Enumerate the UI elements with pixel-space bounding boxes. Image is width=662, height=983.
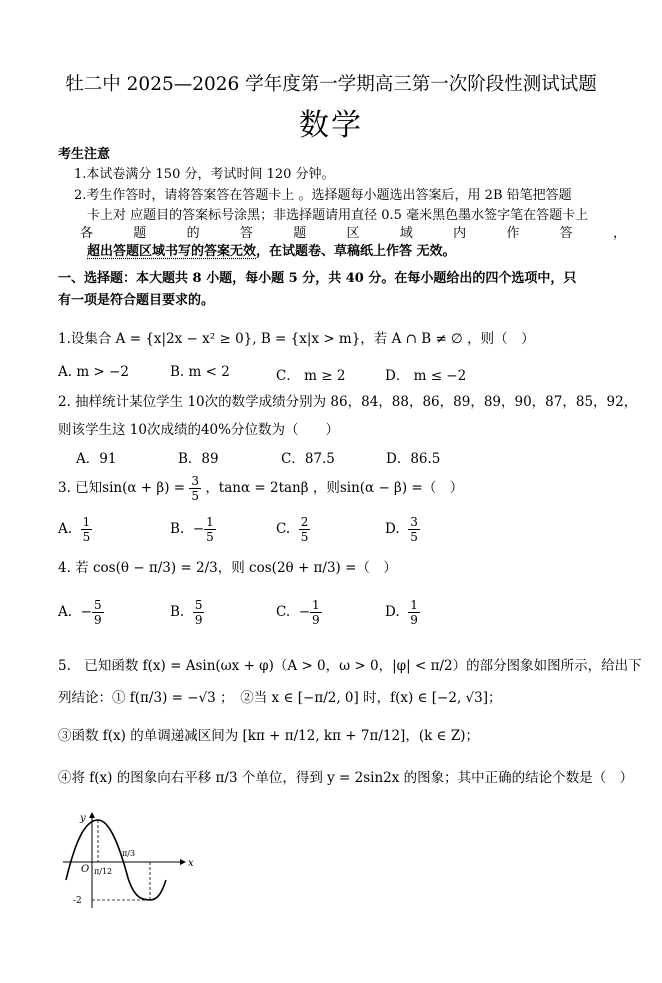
x-axis-arrow-icon bbox=[180, 859, 186, 865]
spread-char: 各 bbox=[80, 226, 94, 241]
denominator: 9 bbox=[410, 613, 418, 627]
question-3-stem bbox=[58, 474, 463, 503]
option-sign: − bbox=[80, 604, 92, 620]
question-2-line-2: 则该学生这 10次成绩的40%分位数为（ ） bbox=[58, 422, 339, 438]
numerator: 5 bbox=[194, 598, 203, 612]
spread-char: 作 bbox=[506, 226, 520, 241]
sine-graph-figure bbox=[58, 808, 198, 913]
tick-label-pi-3: π/3 bbox=[122, 849, 136, 858]
question-4-option-c bbox=[276, 598, 322, 627]
spread-char: 答 bbox=[559, 226, 573, 241]
fraction bbox=[408, 598, 420, 627]
question-2-option-b: B．89 bbox=[178, 451, 219, 467]
question-1-option-c: C． m ≥ 2 bbox=[276, 368, 346, 384]
spread-char: 题 bbox=[133, 226, 147, 241]
option-label: D. bbox=[385, 521, 400, 537]
option-sign: − bbox=[192, 521, 205, 537]
origin-label: O bbox=[81, 864, 90, 875]
fraction bbox=[189, 474, 201, 503]
fraction bbox=[193, 598, 205, 627]
notice-item-2-line-3 bbox=[80, 225, 626, 243]
section-1-instructions-line-2: 有一项是符合题目要求的。 bbox=[58, 293, 215, 308]
question-5-line-4: ④将 f(x) 的图象向右平移 π/3 个单位，得到 y = 2sin2x 的图象；其中正确的结论个数是（ ） bbox=[58, 770, 634, 786]
fraction bbox=[81, 515, 93, 544]
option-label: D. bbox=[385, 604, 400, 620]
question-3-stem-part-b: ，tanα = 2tanβ ，则sin(α − β) =（ ） bbox=[205, 480, 464, 496]
numerator: 1 bbox=[410, 598, 418, 612]
spread-char: 域 bbox=[399, 226, 413, 241]
question-3-option-d bbox=[385, 515, 420, 544]
question-1-option-b: B. m < 2 bbox=[170, 364, 230, 380]
spread-char: 内 bbox=[453, 226, 467, 241]
spread-char: 题 bbox=[293, 226, 307, 241]
numerator: 1 bbox=[82, 515, 91, 529]
question-3-option-b bbox=[170, 515, 216, 544]
numerator: 1 bbox=[312, 598, 320, 612]
spread-char: 的 bbox=[186, 226, 200, 241]
question-2-option-a: A．91 bbox=[76, 451, 117, 467]
denominator: 9 bbox=[93, 613, 102, 627]
question-4-option-d bbox=[385, 598, 420, 627]
x-axis-label: x bbox=[188, 858, 194, 869]
option-sign: − bbox=[298, 604, 311, 620]
denominator: 9 bbox=[312, 613, 320, 627]
emphasis-text-tail: ，在试题卷、草稿纸上作答 无效。 bbox=[256, 244, 456, 259]
option-label: C. bbox=[276, 604, 291, 620]
question-5-line-3: ③函数 f(x) 的单调递减区间为 [kπ + π/12, kπ + 7π/12]，(k ∈ Z)； bbox=[58, 728, 479, 744]
question-3-option-c bbox=[276, 515, 310, 544]
exam-title: 牡二中 2025—2026 学年度第一学期高三第一次阶段性测试试题 bbox=[65, 74, 597, 95]
fraction bbox=[204, 515, 216, 544]
spread-char: 答 bbox=[239, 226, 253, 241]
numerator: 3 bbox=[191, 474, 200, 488]
denominator: 5 bbox=[191, 489, 200, 503]
question-1-option-a: A. m > −2 bbox=[58, 364, 129, 380]
sine-curve bbox=[66, 820, 166, 900]
notice-heading: 考生注意 bbox=[58, 147, 111, 162]
question-2-line-1: 2. 抽样统计某位学生 10次的数学成绩分别为 86，84，88，86，89，89，90，87，85，92， bbox=[58, 394, 638, 410]
question-5-line-2: 列结论：① f(π/3) = −√3 ； ②当 x ∈ [−π/2, 0] 时，f(x) ∈ [−2, √3]； bbox=[58, 690, 502, 706]
y-min-label: -2 bbox=[73, 896, 82, 906]
denominator: 9 bbox=[194, 613, 203, 627]
option-label: A. bbox=[58, 604, 73, 620]
fraction bbox=[310, 598, 322, 627]
fraction bbox=[92, 598, 104, 627]
option-label: B. bbox=[170, 521, 185, 537]
question-1-option-d: D． m ≤ −2 bbox=[385, 368, 467, 384]
denominator: 5 bbox=[410, 530, 418, 544]
question-1-stem: 1.设集合 A = {x|2x − x² ≥ 0}, B = {x|x > m}，若 A ∩ B ≠ ∅ ，则（ ） bbox=[58, 331, 535, 347]
question-4-stem: 4. 若 cos(θ − π/3) = 2/3，则 cos(2θ + π/3) =（ ） bbox=[58, 560, 397, 576]
tick-label-pi-12: π/12 bbox=[94, 867, 113, 876]
numerator: 3 bbox=[410, 515, 418, 529]
denominator: 5 bbox=[206, 530, 214, 544]
fraction bbox=[408, 515, 420, 544]
emphasis-text: 超出答题区域书写的答案无效 bbox=[87, 244, 257, 259]
question-4-option-a bbox=[58, 598, 104, 627]
y-axis-label: y bbox=[80, 813, 86, 824]
question-5-line-1: 5. 已知函数 f(x) = Asin(ωx + φ)（A > 0，ω > 0，|φ| < π/2）的部分图象如图所示，给出下 bbox=[58, 658, 642, 674]
section-1-instructions-line-1: 一、选择题：本大题共 8 小题，每小题 5 分，共 40 分。在每小题给出的四个选项中，只 bbox=[58, 271, 577, 286]
option-label: B. bbox=[170, 604, 185, 620]
option-label: C. bbox=[276, 521, 291, 537]
numerator: 5 bbox=[93, 598, 102, 612]
notice-item-2-line-4 bbox=[87, 243, 456, 261]
fraction bbox=[299, 515, 311, 544]
question-3-option-a bbox=[58, 515, 92, 544]
numerator: 2 bbox=[300, 515, 309, 529]
subject-title: 数学 bbox=[299, 108, 363, 143]
notice-item-1: 1.本试卷满分 150 分，考试时间 120 分钟。 bbox=[74, 167, 335, 182]
question-2-option-d: D．86.5 bbox=[386, 451, 441, 467]
spread-char: 区 bbox=[346, 226, 360, 241]
question-3-stem-part-a: 3. 已知sin(α + β) = bbox=[58, 480, 186, 496]
option-label: A. bbox=[58, 521, 73, 537]
denominator: 5 bbox=[300, 530, 309, 544]
question-2-option-c: C．87.5 bbox=[281, 451, 335, 467]
spread-char: ， bbox=[612, 226, 626, 241]
notice-item-2-line-1: 2.考生作答时，请将答案答在答题卡上 。选择题每小题选出答案后，用 2B 铅笔把答题 bbox=[74, 188, 572, 203]
y-axis-arrow-icon bbox=[89, 812, 95, 818]
notice-item-2-line-2: 卡上对 应题目的答案标号涂黑；非选择题请用直径 0.5 毫米黑色墨水签字笔在答题卡上 bbox=[87, 208, 589, 223]
denominator: 5 bbox=[82, 530, 91, 544]
question-4-option-b bbox=[170, 598, 204, 627]
numerator: 1 bbox=[206, 515, 214, 529]
